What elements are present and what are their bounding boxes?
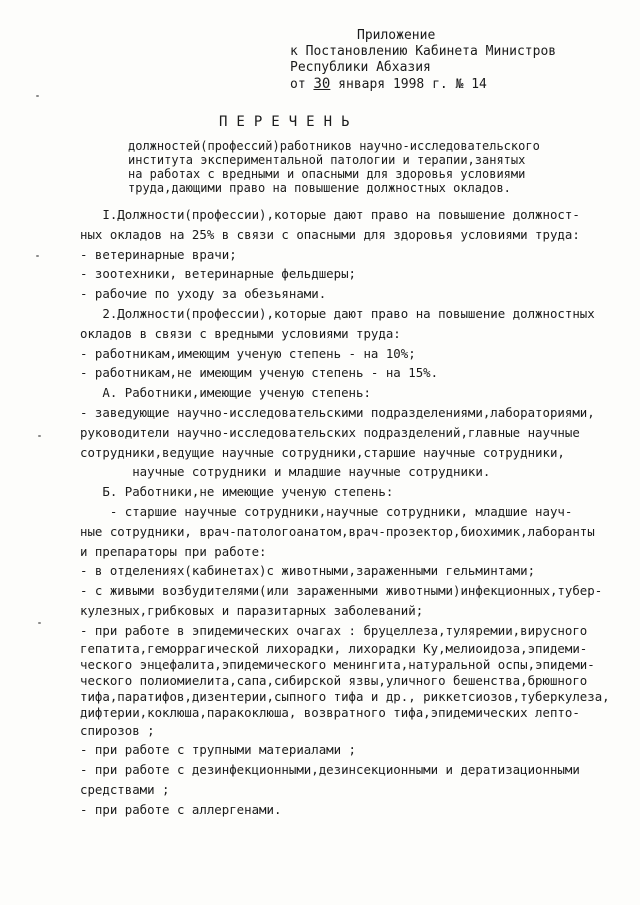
decree-reference: к Постановлению Кабинета Министров: [290, 44, 557, 59]
document-body: [80, 205, 625, 820]
body-line: I.Должности(профессии),которые дают право на повышение должност-: [80, 207, 580, 222]
body-line: 2.Должности(профессии),которые дают право на повышение должностных: [80, 305, 595, 321]
subtitle-line: должностей(профессий)работников научно-исследовательского: [128, 139, 540, 153]
subtitle-line: института экспериментальной патологии и терапии,занятых: [128, 153, 526, 167]
body-line: Б. Работники,не имеющие ученую степень:: [80, 484, 394, 500]
body-line: сотрудники,ведущие научные сотрудники,старшие научные сотрудники,: [80, 444, 565, 460]
body-line: тифа,паратифов,дизентерии,сыпного тифа и др., риккетсиозов,туберкулеза,: [80, 688, 610, 704]
body-line: и препараторы при работе:: [80, 543, 267, 559]
document-title: ПЕРЕЧЕНЬ: [219, 114, 359, 130]
appendix-label: Приложение: [357, 28, 436, 43]
body-line: - с живыми возбудителями(или зараженными животными)инфекционных,тубер-: [80, 583, 603, 599]
date-suffix: января 1998 г. № 14: [330, 77, 487, 92]
scan-speck: [38, 622, 41, 624]
scan-speck: [38, 435, 41, 437]
body-line: дифтерии,коклюша,паракоклюша, возвратного тифа,эпидемических лепто-: [80, 704, 580, 720]
scan-speck: [36, 95, 39, 97]
body-line: - работникам,не имеющим ученую степень - на 15%.: [80, 365, 439, 381]
body-line: ческого энцефалита,эпидемического менингита,натуральной оспы,эпидеми-: [80, 656, 595, 672]
body-line: окладов в связи с вредными условиями труда:: [80, 325, 401, 341]
date-prefix: от: [290, 77, 314, 92]
body-line: - зоотехники, ветеринарные фельдшеры;: [80, 266, 357, 282]
decree-date: [290, 76, 556, 93]
body-line: - при работе в эпидемических очагах : бруцеллеза,туляремии,вирусного: [80, 622, 588, 638]
body-line: гепатита,геморрагической лихорадки, лихорадки Ку,мелиоидоза,эпидеми-: [80, 640, 588, 656]
body-line: - при работе с дезинфекционными,дезинсекционными и дератизационными: [80, 762, 580, 778]
appendix-header: [290, 28, 556, 93]
body-line: - рабочие по уходу за обезьянами.: [80, 286, 327, 302]
body-line: ных окладов на 25% в связи с опасными для здоровья условиями труда:: [80, 226, 580, 242]
body-line: кулезных,грибковых и паразитарных заболеваний;: [80, 602, 424, 618]
body-line: спирозов ;: [80, 722, 155, 738]
body-line: - работникам,имеющим ученую степень - на 10%;: [80, 345, 416, 361]
document-subtitle: [128, 139, 588, 195]
subtitle-line: на работах с вредными и опасными для здоровья условиями: [128, 167, 526, 181]
body-line: руководители научно-исследовательских подразделений,главные научные: [80, 424, 580, 440]
republic-name: Республики Абхазия: [290, 60, 431, 75]
date-day: 30: [313, 76, 331, 92]
body-line: - заведующие научно-исследовательскими подразделениями,лабораториями,: [80, 404, 595, 420]
body-line: - ветеринарные врачи;: [80, 246, 237, 262]
body-line: ные сотрудники, врач-патологоанатом,врач-прозектор,биохимик,лаборанты: [80, 523, 595, 539]
body-line: - при работе с аллергенами.: [80, 801, 282, 817]
body-line: - старшие научные сотрудники,научные сотрудники, младшие науч-: [80, 503, 573, 519]
body-line: - в отделениях(кабинетах)с животными,зараженными гельминтами;: [80, 563, 536, 579]
body-line: - при работе с трупными материалами ;: [80, 742, 357, 758]
body-line: научные сотрудники и младшие научные сотрудники.: [80, 464, 491, 480]
body-line: средствами ;: [80, 781, 170, 797]
scan-speck: [36, 255, 39, 257]
body-line: ческого полиомиелита,сапа,сибирской язвы,уличного бешенства,брюшного: [80, 672, 588, 688]
body-line: А. Работники,имеющие ученую степень:: [80, 385, 371, 401]
subtitle-line: труда,дающими право на повышение должностных окладов.: [128, 181, 511, 195]
